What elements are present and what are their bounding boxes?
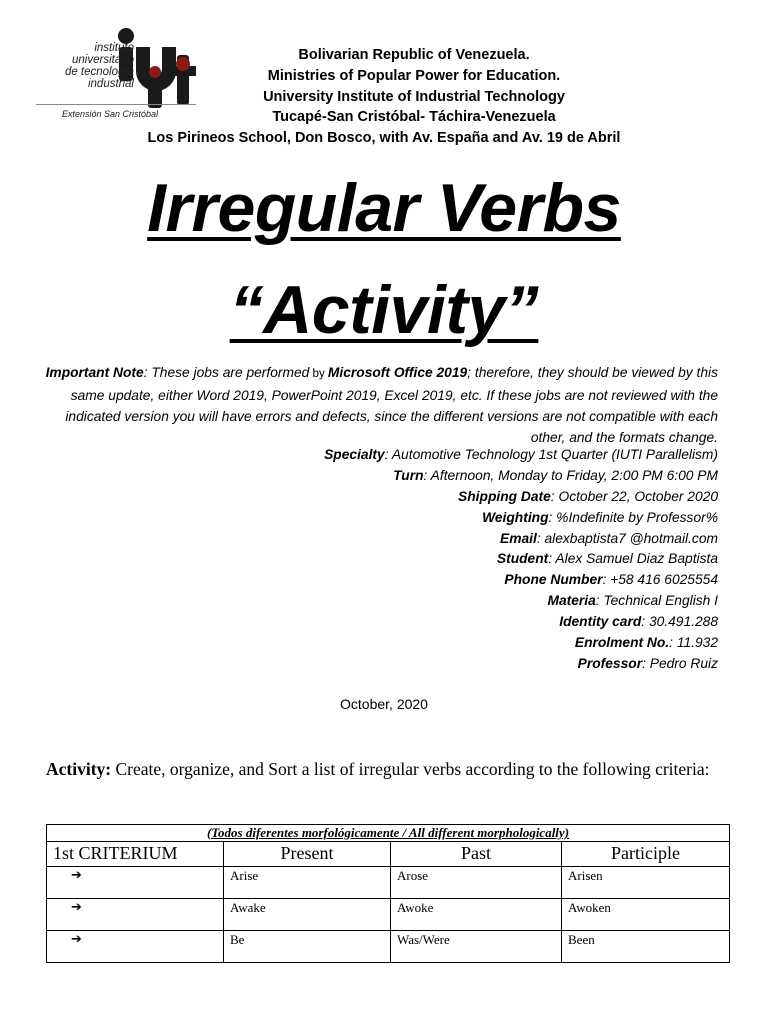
past-cell: Was/Were [391, 931, 562, 963]
table-row [47, 931, 730, 963]
document-title-line-2: “Activity” [229, 272, 539, 348]
past-cell: Arose [391, 867, 562, 899]
note-by: by [309, 368, 328, 380]
detail-identity-card: Identity card: 30.491.288 [559, 614, 718, 629]
activity-label: Activity: [46, 759, 112, 779]
column-header-past: Past [391, 842, 562, 867]
logo-text-line-3: de tecnología [64, 66, 134, 78]
logo-text-line-4: industrial [87, 78, 134, 90]
detail-phone-number: Phone Number: +58 416 6025554 [504, 572, 718, 587]
table-row [47, 899, 730, 931]
logo-text-line-1: instituto [94, 42, 134, 54]
note-product: Microsoft Office 2019 [327, 365, 468, 380]
detail-shipping-date: Shipping Date: October 22, October 2020 [458, 489, 718, 504]
activity-instructions [46, 759, 720, 780]
note-text-a: : These jobs are performed [143, 365, 310, 380]
detail-specialty: Specialty: Automotive Technology 1st Quarter (IUTI Parallelism) [324, 447, 718, 462]
header-line-1: Bolivarian Republic of Venezuela. [298, 47, 530, 63]
detail-turn: Turn: Afternoon, Monday to Friday, 2:00 PM 6:00 PM [393, 468, 718, 483]
detail-enrolment-no: Enrolment No.: 11.932 [574, 635, 718, 650]
arrow-icon: ➔ [47, 867, 224, 899]
column-header-present: Present [224, 842, 391, 867]
document-date: October, 2020 [340, 696, 428, 712]
arrow-icon: ➔ [47, 899, 224, 931]
participle-cell: Arisen [562, 867, 730, 899]
logo-text-line-2: universitario [72, 54, 134, 66]
present-cell: Awake [224, 899, 391, 931]
activity-text: Create, organize, and Sort a list of irregular verbs according to the following criteria: [111, 759, 710, 779]
column-header-criterium: 1st CRITERIUM [47, 842, 224, 867]
past-cell: Awoke [391, 899, 562, 931]
document-title-line-1: Irregular Verbs [147, 170, 621, 246]
note-label: Important Note [45, 365, 144, 380]
column-header-participle: Participle [562, 842, 730, 867]
detail-professor: Professor: Pedro Ruiz [577, 656, 718, 671]
irregular-verbs-table [46, 824, 730, 963]
table-header-row [47, 842, 730, 867]
arrow-icon: ➔ [47, 931, 224, 963]
header-line-4: Tucapé-San Cristóbal- Táchira-Venezuela [272, 109, 556, 125]
header-line-5: Los Pirineos School, Don Bosco, with Av. España and Av. 19 de Abril [147, 130, 621, 146]
note-text-b: ; therefore, they should be viewed by this same update, either Word 2019, PowerPoint 2019, Excel 2019, etc. If these jobs are not reviewed with the indicated version you will have errors and defects, since the different versions are not compatible with each other, and the formats change. [65, 365, 718, 445]
detail-student: Student: Alex Samuel Diaz Baptista [496, 551, 718, 566]
header-line-3: University Institute of Industrial Technology [263, 89, 565, 105]
logo-extension: Extensión San Cristóbal [62, 109, 159, 119]
participle-cell: Awoken [562, 899, 730, 931]
detail-materia: Materia: Technical English I [547, 593, 718, 608]
detail-weighting: Weighting: %Indefinite by Professor% [482, 510, 718, 525]
present-cell: Arise [224, 867, 391, 899]
table-caption: (Todos diferentes morfológicamente / All different morphologically) [47, 825, 730, 842]
header-line-2: Ministries of Popular Power for Education. [267, 68, 561, 84]
present-cell: Be [224, 931, 391, 963]
important-note [40, 362, 718, 448]
participle-cell: Been [562, 931, 730, 963]
detail-email: Email: alexbaptista7 @hotmail.com [500, 531, 718, 546]
table-row [47, 867, 730, 899]
